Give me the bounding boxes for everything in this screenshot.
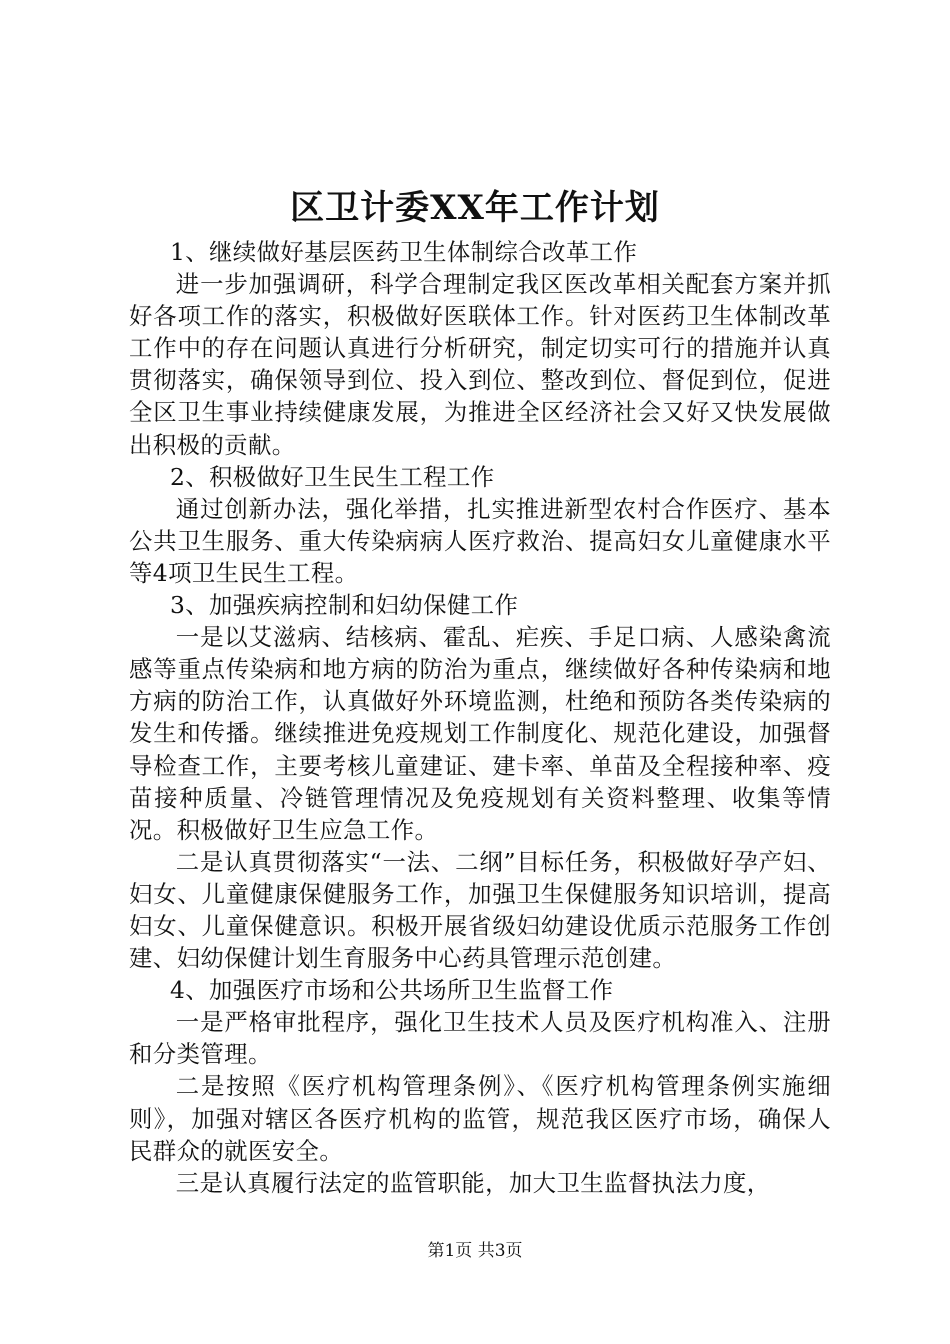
section-heading-2: 2、积极做好卫生民生工程工作 (169, 462, 495, 491)
section-heading-3: 3、加强疾病控制和妇幼保健工作 (169, 591, 519, 620)
document-body (129, 236, 831, 1199)
section-heading-1: 1、继续做好基层医药卫生体制综合改革工作 (169, 238, 638, 266)
paragraph-4c: 三是认真履行法定的监管职能，加大卫生监督执法力度， (175, 1168, 771, 1197)
paragraph-1: 进一步加强调研，科学合理制定我区医改革相关配套方案并抓好各项工作的落实，积极做好医联体工作。针对医药卫生体制改革工作中的存在问题认真进行分析研究，制定切实可行的措施并认真贯彻落实，确保领导到位、投入到位、整改到位、督促到位，促进全区卫生事业持续健康发展，为推进全区经济社会又好又快发展做出积极的贡献。 (129, 270, 831, 459)
document-title: 区卫计委XX年工作计划 (290, 188, 660, 228)
paragraph-4b: 二是按照《医疗机构管理条例》、《医疗机构管理条例实施细则》，加强对辖区各医疗机构的监管，规范我区医疗市场，确保人民群众的就医安全。 (129, 1072, 831, 1165)
paragraph-2: 通过创新办法，强化举措，扎实推进新型农村合作医疗、基本公共卫生服务、重大传染病病人医疗救治、提高妇女儿童健康水平等4项卫生民生工程。 (129, 494, 831, 587)
paragraph-3b: 二是认真贯彻落实“一法、二纲”目标任务，积极做好孕产妇、妇女、儿童健康保健服务工作，加强卫生保健服务知识培训，提高妇女、儿童保健意识。积极开展省级妇幼建设优质示范服务工作创建、妇幼保健计划生育服务中心药具管理示范创建。 (129, 847, 831, 973)
page-number-footer: 第1页 共3页 (427, 1241, 523, 1261)
section-heading-4: 4、加强医疗市场和公共场所卫生监督工作 (169, 976, 614, 1005)
paragraph-3a: 一是以艾滋病、结核病、霍乱、疟疾、手足口病、人感染禽流感等重点传染病和地方病的防治为重点，继续做好各种传染病和地方病的防治工作，认真做好外环境监测，杜绝和预防各类传染病的发生和传播。继续推进免疫规划工作制度化、规范化建设，加强督导检查工作，主要考核儿童建证、建卡率、单苗及全程接种率、疫苗接种质量、冷链管理情况及免疫规划有关资料整理、收集等情况。积极做好卫生应急工作。 (129, 623, 831, 844)
paragraph-4a: 一是严格审批程序，强化卫生技术人员及医疗机构准入、注册和分类管理。 (129, 1008, 831, 1069)
